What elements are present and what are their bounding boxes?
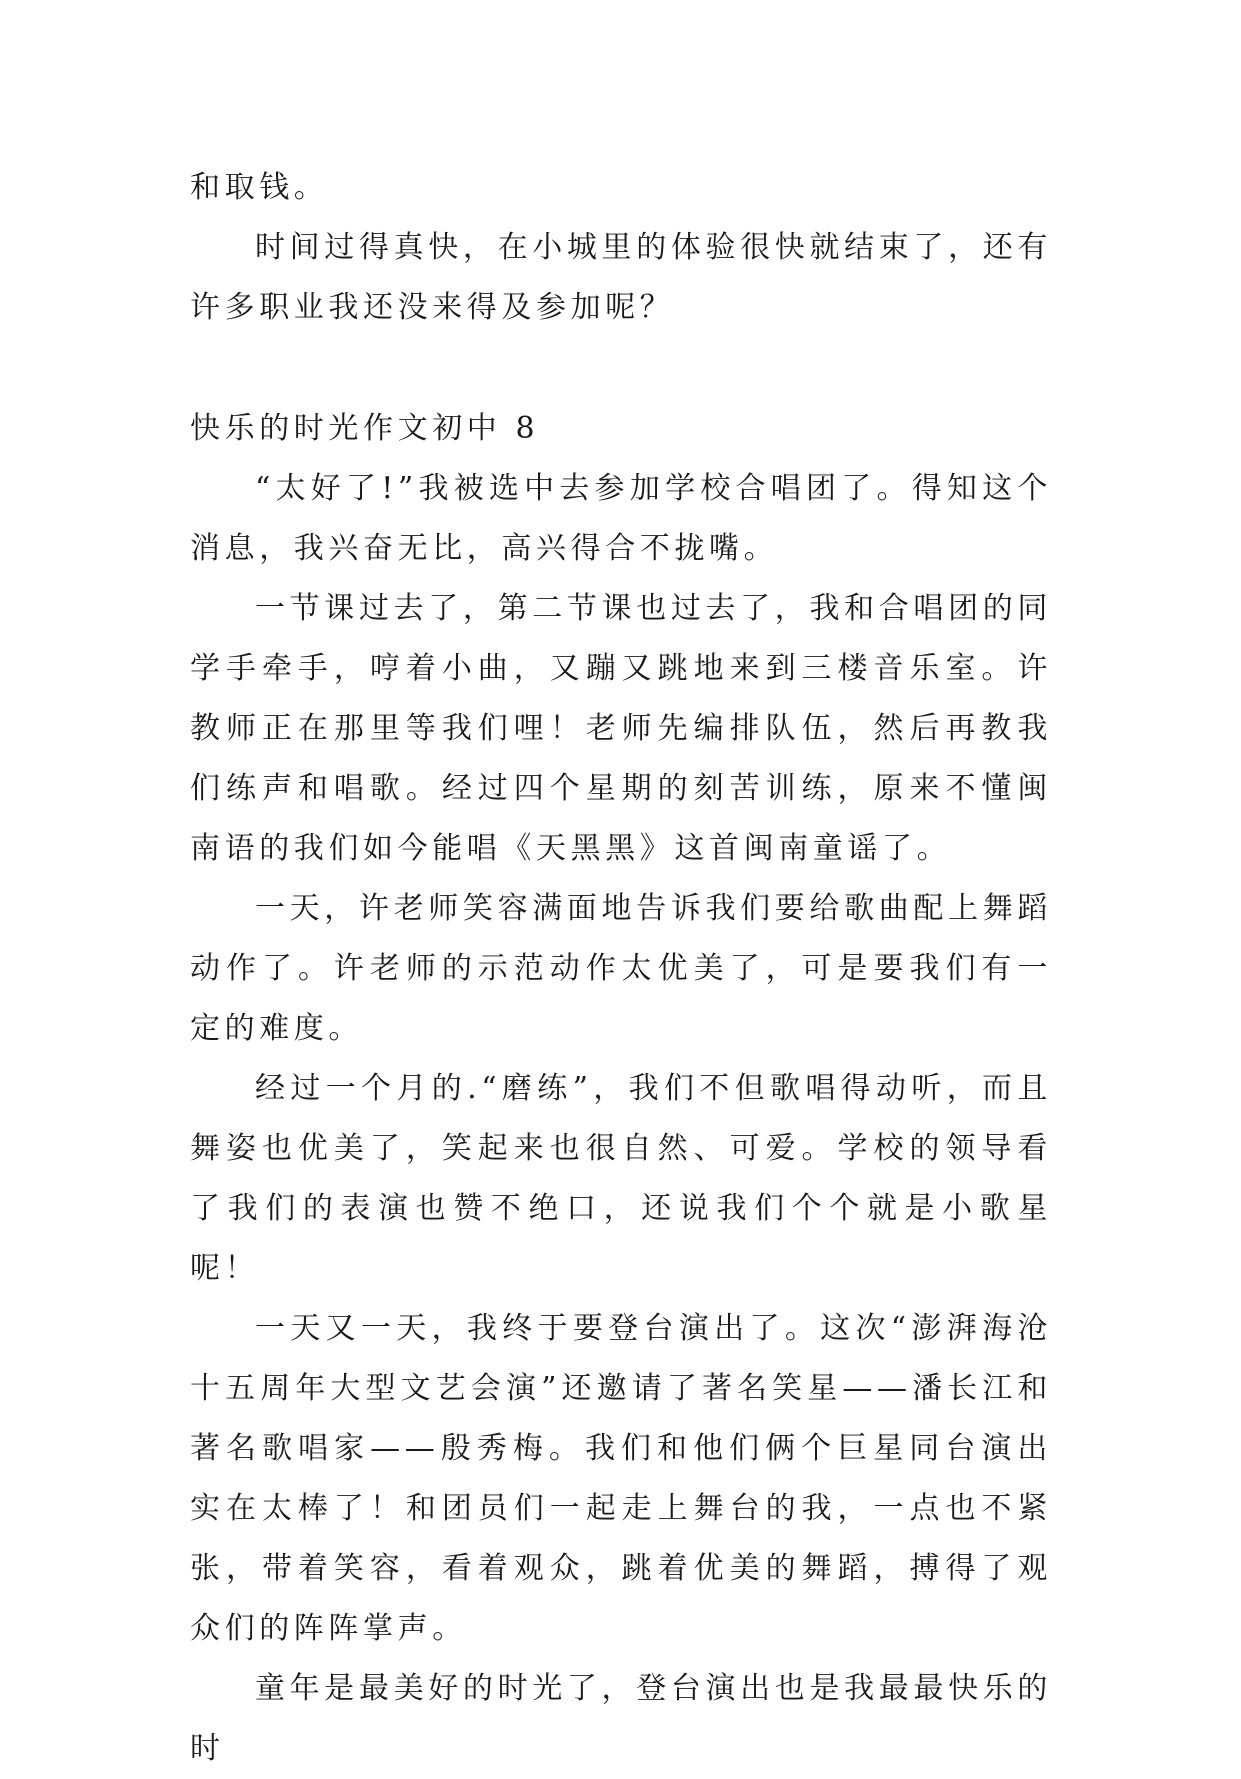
paragraph-1: “太好了!”我被选中去参加学校合唱团了。得知这个消息，我兴奋无比，高兴得合不拢嘴。 [190, 471, 1052, 566]
paragraph-6: 童年是最美好的时光了，登台演出也是我最最快乐的时 [190, 1671, 1052, 1766]
paragraph-3: 一天，许老师笑容满面地告诉我们要给歌曲配上舞蹈动作了。许老师的示范动作太优美了，可是要我们有一定的难度。 [190, 891, 1052, 1046]
paragraph-closing-previous: 时间过得真快，在小城里的体验很快就结束了，还有许多职业我还没来得及参加呢？ [190, 230, 1052, 325]
paragraph-continuation: 和取钱。 [190, 170, 329, 205]
section-heading: 快乐的时光作文初中 8 [190, 411, 540, 446]
paragraph-2: 一节课过去了，第二节课也过去了，我和合唱团的同学手牵手，哼着小曲，又蹦又跳地来到三楼音乐室。许教师正在那里等我们哩！老师先编排队伍，然后再教我们练声和唱歌。经过四个星期的刻苦训练，原来不懂闽南语的我们如今能唱《天黑黑》这首闽南童谣了。 [190, 591, 1052, 866]
paragraph-4: 经过一个月的.“磨练”，我们不但歌唱得动听，而且舞姿也优美了，笑起来也很自然、可爱。学校的领导看了我们的表演也赞不绝口，还说我们个个就是小歌星呢！ [190, 1071, 1052, 1286]
document-page [190, 158, 1052, 1779]
paragraph-5: 一天又一天，我终于要登台演出了。这次“澎湃海沧十五周年大型文艺会演”还邀请了著名笑星——潘长江和著名歌唱家——殷秀梅。我们和他们俩个巨星同台演出实在太棒了！和团员们一起走上舞台的我，一点也不紧张，带着笑容，看着观众，跳着优美的舞蹈，搏得了观众们的阵阵掌声。 [190, 1311, 1052, 1646]
